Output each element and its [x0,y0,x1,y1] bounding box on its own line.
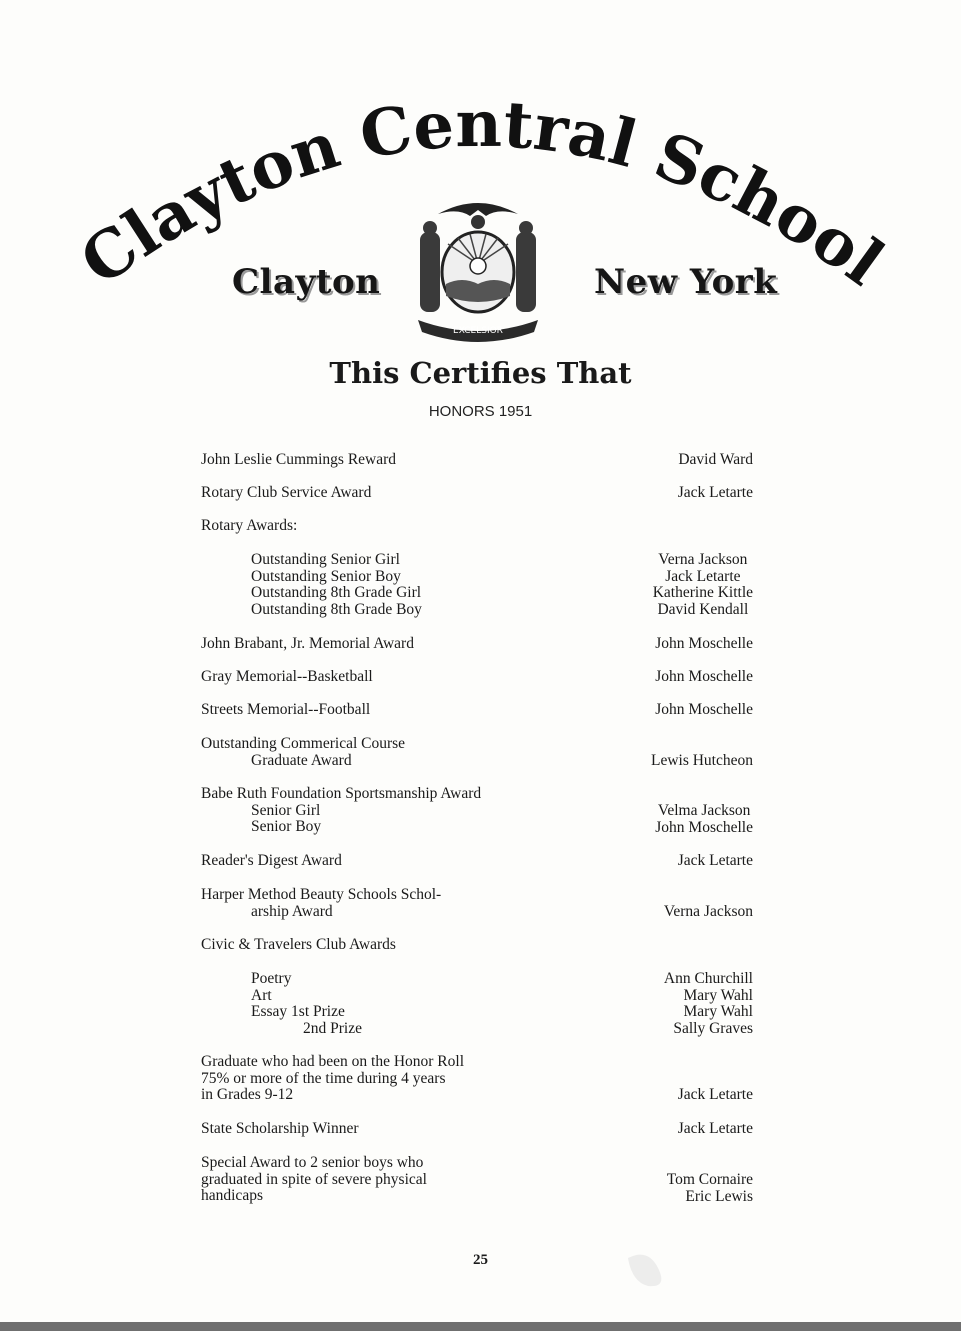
eagle-icon [438,203,518,216]
award-label: Poetry [251,970,292,987]
recipient-name: David Kendall [657,600,749,618]
school-name-word-3: School [644,118,897,301]
recipient-name: Jack Letarte [677,484,753,501]
award-label: Outstanding Senior Girl [251,551,400,568]
award-label: Senior Girl [251,801,321,819]
recipient-name: John Moschelle [655,668,753,685]
recipient-name: David Ward [678,451,753,468]
award-label: 2nd Prize [303,1019,362,1037]
award-label: Gray Memorial--Basketball [201,668,373,685]
recipient-name: John Moschelle [655,701,753,718]
recipient-name: Jack Letarte [665,567,741,585]
school-name-word-2: Central [354,86,645,183]
award-label: in Grades 9-12 [201,1086,294,1104]
recipient-name: Verna Jackson [658,551,748,568]
recipient-name: Ann Churchill [663,970,753,987]
place-city: Clayton [232,262,381,302]
recipient-name: John Moschelle [655,818,753,836]
certifies-heading: This Certifies That [329,356,632,390]
award-label: Outstanding 8th Grade Boy [251,600,422,618]
award-label: Harper Method Beauty Schools Schol- [201,886,442,903]
school-name-word-1: Clayton [67,107,348,301]
award-label: graduated in spite of severe physical [201,1170,427,1188]
recipient-name: Tom Cornaire [666,1171,753,1188]
recipient-name: Verna Jackson [663,903,753,920]
recipient-name: John Moschelle [655,635,753,652]
recipient-name: Jack Letarte [677,1086,753,1103]
award-label: Graduate Award [251,751,352,769]
recipient-name: Mary Wahl [683,986,753,1004]
award-label: Art [251,986,272,1004]
award-label: State Scholarship Winner [201,1120,359,1137]
award-label: Outstanding 8th Grade Girl [251,584,422,602]
award-label: Babe Ruth Foundation Sportsmanship Award [201,785,482,802]
recipient-name: Eric Lewis [685,1187,753,1205]
recipient-name: Velma Jackson [657,802,751,819]
recipient-name: Lewis Hutcheon [650,752,753,769]
seal-motto: EXCELSIOR [453,326,503,336]
award-label: Special Award to 2 senior boys who [201,1154,424,1171]
award-label: arship Award [251,902,333,920]
state-seal-emblem [398,192,558,348]
award-label: Graduate who had been on the Honor Roll [201,1053,465,1070]
award-label: handicaps [201,1187,263,1205]
recipient-name: Jack Letarte [677,1120,753,1137]
recipient-name: Sally Graves [673,1019,753,1037]
award-label: Essay 1st Prize [251,1003,345,1021]
award-label: Rotary Awards: [201,517,298,534]
award-label: Outstanding Senior Boy [251,567,401,585]
award-label: Senior Boy [251,818,322,836]
honors-title: HONORS 1951 [428,403,533,420]
page-number: 25 [473,1252,488,1268]
award-label: Rotary Club Service Award [201,484,372,501]
award-label: Civic & Travelers Club Awards [201,936,396,953]
award-label: John Leslie Cummings Reward [201,451,397,468]
recipient-name: Katherine Kittle [652,584,753,602]
award-label: Reader's Digest Award [201,852,342,869]
paper-smudge [618,1248,678,1294]
place-state: New York [594,262,778,302]
award-label: 75% or more of the time during 4 years [201,1069,446,1087]
recipient-name: Jack Letarte [677,852,753,869]
award-label: John Brabant, Jr. Memorial Award [201,635,414,652]
award-label: Streets Memorial--Football [201,701,371,718]
award-label: Outstanding Commerical Course [201,735,406,752]
recipient-name: Mary Wahl [683,1003,753,1021]
scan-edge-bar [0,1322,961,1331]
